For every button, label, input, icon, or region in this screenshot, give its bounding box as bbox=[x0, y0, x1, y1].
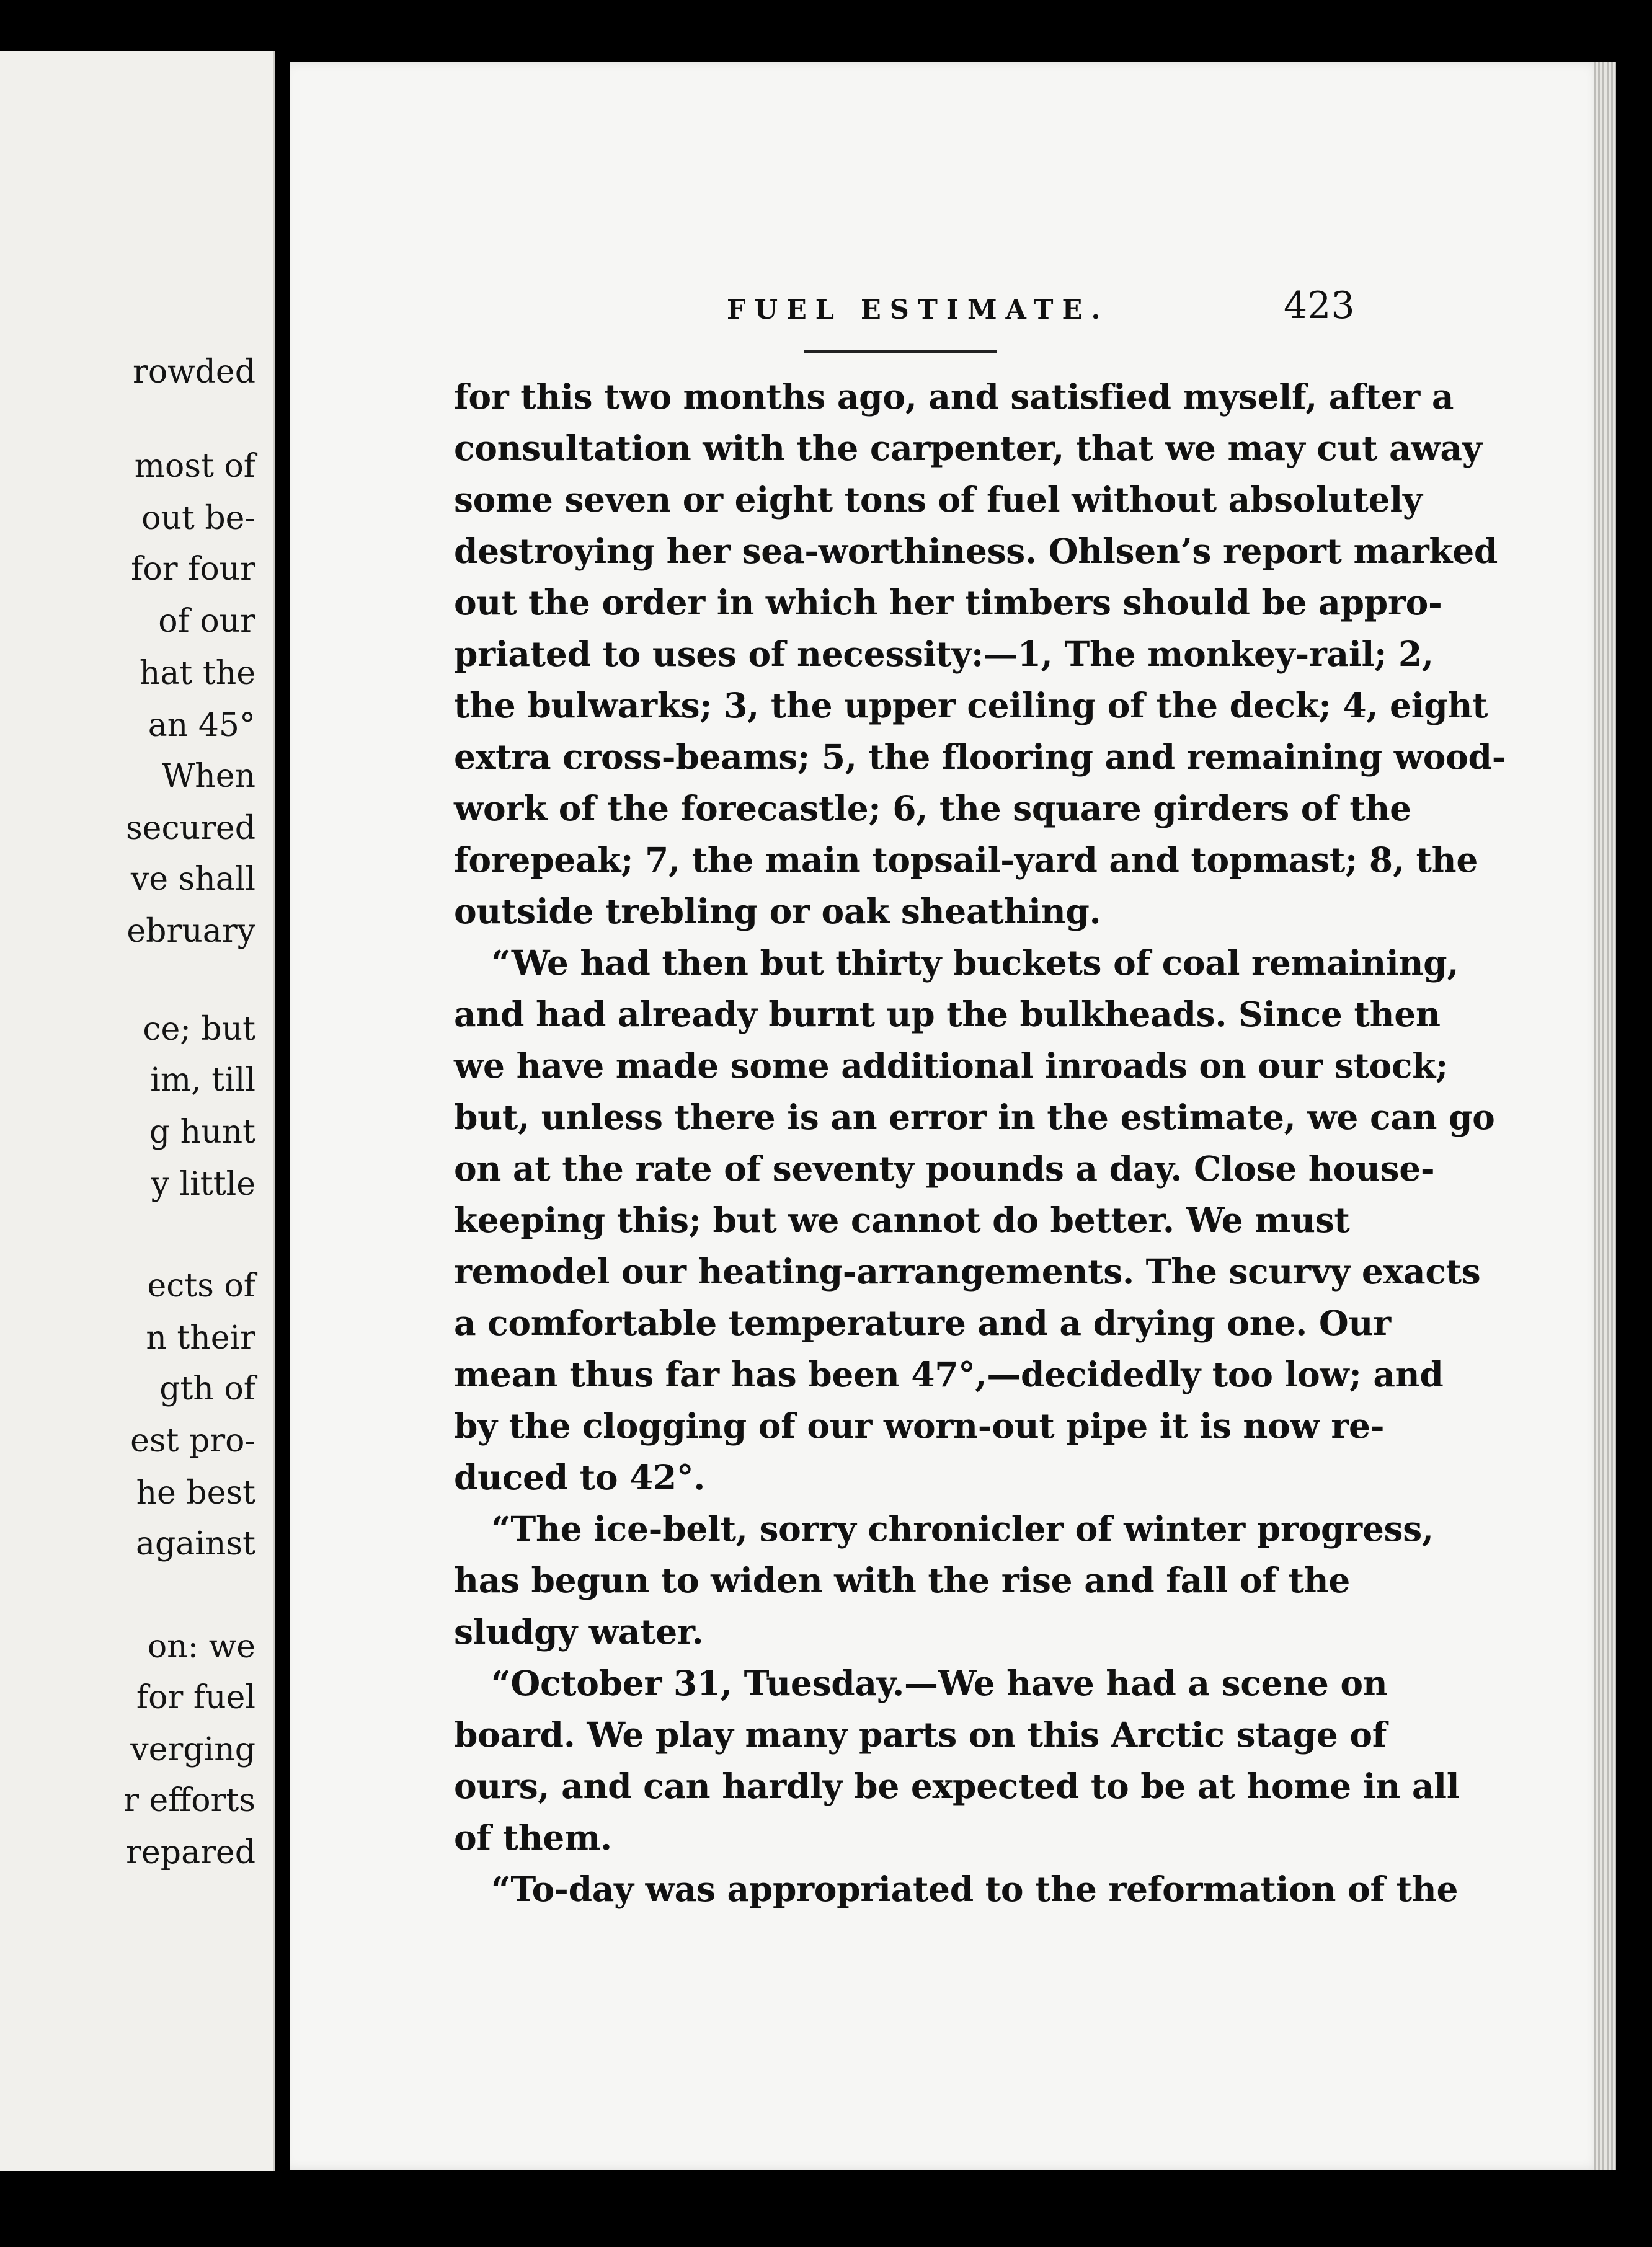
left-fragment-line: hat the bbox=[139, 655, 255, 692]
text-line: “The ice-belt, sorry chronicler of winter progress, bbox=[491, 1509, 1434, 1549]
left-fragment-line: an 45° bbox=[148, 707, 255, 744]
text-line: out the order in which her timbers should be appro- bbox=[454, 582, 1442, 623]
text-line: outside trebling or oak sheathing. bbox=[454, 891, 1101, 931]
text-line: for this two months ago, and satisfied myself, after a bbox=[454, 376, 1454, 417]
text-line: and had already burnt up the bulkheads. Since then bbox=[454, 994, 1441, 1034]
text-line: ours, and can hardly be expected to be at home in all bbox=[454, 1766, 1460, 1806]
text-line: destroying her sea-worthiness. Ohlsen’s report marked bbox=[454, 531, 1498, 571]
text-line: consultation with the carpenter, that we may cut away bbox=[454, 428, 1482, 468]
left-fragment-line: ce; but bbox=[143, 1011, 255, 1048]
left-fragment-line: most of bbox=[134, 448, 255, 485]
left-fragment-line: ects of bbox=[147, 1267, 255, 1305]
text-line: board. We play many parts on this Arctic stage of bbox=[454, 1714, 1387, 1755]
left-fragment-line: ve shall bbox=[130, 861, 255, 898]
left-fragment-line: When bbox=[161, 758, 255, 795]
text-line: but, unless there is an error in the estimate, we can go bbox=[454, 1097, 1495, 1137]
text-line: sludgy water. bbox=[454, 1611, 704, 1652]
running-head: FUEL ESTIMATE. bbox=[727, 295, 1109, 326]
left-fragment-line: of our bbox=[158, 603, 255, 640]
left-fragment-line: for four bbox=[131, 551, 255, 588]
left-fragment-line: rowded bbox=[132, 353, 255, 391]
page-number: 423 bbox=[1284, 284, 1355, 327]
text-line: duced to 42°. bbox=[454, 1457, 706, 1497]
text-line: mean thus far has been 47°,—decidedly too low; and bbox=[454, 1354, 1444, 1394]
text-line: “To-day was appropriated to the reformation of the bbox=[491, 1869, 1459, 1909]
text-line: the bulwarks; 3, the upper ceiling of the deck; 4, eight bbox=[454, 685, 1488, 725]
text-line: forepeak; 7, the main topsail-yard and topmast; 8, the bbox=[454, 840, 1478, 880]
left-fragment-line: verging bbox=[130, 1731, 255, 1768]
text-line: on at the rate of seventy pounds a day. Close house- bbox=[454, 1148, 1435, 1189]
text-line: remodel our heating-arrangements. The scurvy exacts bbox=[454, 1251, 1481, 1292]
left-fragment-line: against bbox=[136, 1525, 255, 1562]
left-fragment-line: y little bbox=[151, 1166, 255, 1203]
previous-page-fragment bbox=[0, 51, 275, 2171]
text-line: “October 31, Tuesday.—We have had a scene on bbox=[491, 1663, 1388, 1703]
text-line: a comfortable temperature and a drying one. Our bbox=[454, 1303, 1391, 1343]
left-fragment-line: out be- bbox=[141, 500, 255, 537]
body-text bbox=[454, 371, 1506, 1915]
header-rule bbox=[804, 350, 997, 353]
left-fragment-line: est pro- bbox=[130, 1422, 255, 1460]
page-edge bbox=[1594, 62, 1616, 2170]
text-line: priated to uses of necessity:—1, The monkey-rail; 2, bbox=[454, 634, 1434, 674]
text-line: by the clogging of our worn-out pipe it is now re- bbox=[454, 1406, 1385, 1446]
text-line: “We had then but thirty buckets of coal remaining, bbox=[491, 942, 1459, 983]
left-fragment-line: on: we bbox=[147, 1628, 255, 1665]
left-fragment-line: ebruary bbox=[127, 913, 255, 950]
left-fragment-line: repared bbox=[126, 1834, 255, 1871]
left-fragment-line: im, till bbox=[150, 1061, 255, 1099]
text-line: of them. bbox=[454, 1817, 612, 1858]
left-fragment-line: secured bbox=[126, 810, 255, 847]
text-line: some seven or eight tons of fuel without absolutely bbox=[454, 479, 1423, 520]
left-fragment-line: r efforts bbox=[123, 1782, 255, 1819]
text-line: has begun to widen with the rise and fall of the bbox=[454, 1560, 1351, 1600]
left-fragment-line: gth of bbox=[159, 1370, 255, 1407]
left-fragment-line: n their bbox=[146, 1319, 255, 1357]
left-fragment-line: for fuel bbox=[136, 1679, 255, 1716]
text-line: work of the forecastle; 6, the square girders of the bbox=[454, 788, 1411, 828]
text-line: keeping this; but we cannot do better. We must bbox=[454, 1200, 1350, 1240]
text-line: extra cross-beams; 5, the flooring and remaining wood- bbox=[454, 737, 1506, 777]
left-fragment-line: g hunt bbox=[149, 1114, 255, 1151]
text-line: we have made some additional inroads on our stock; bbox=[454, 1045, 1449, 1086]
left-fragment-line: he best bbox=[136, 1474, 255, 1512]
